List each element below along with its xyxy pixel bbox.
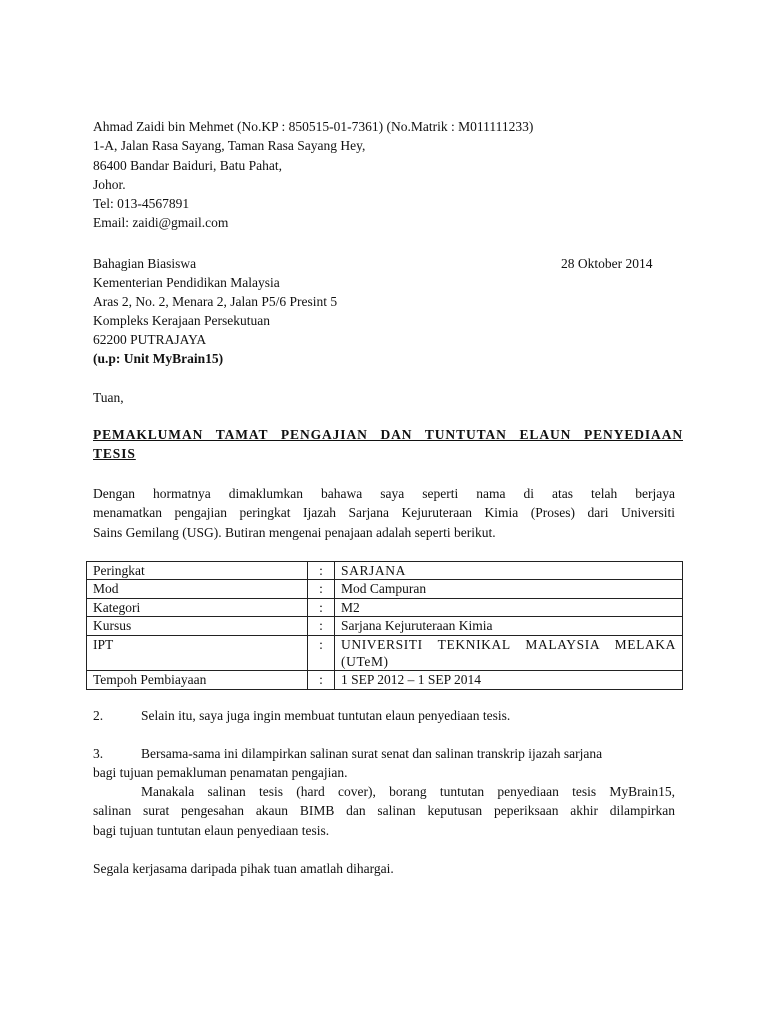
para3-line-4: salinan surat pengesahan akaun BIMB dan salinan keputusan peperiksaan akhir dilampirkan — [93, 803, 675, 819]
para3-line-1: Bersama-sama ini dilampirkan salinan surat senat dan salinan transkrip ijazah sarjana — [141, 746, 603, 761]
intro-line-3: Sains Gemilang (USG). Butiran mengenai penajaan adalah seperti berikut. — [93, 524, 496, 540]
row-label: Tempoh Pembiayaan — [87, 671, 308, 689]
recipient-line-5: 62200 PUTRAJAYA — [93, 332, 207, 347]
row-label: Kategori — [87, 598, 308, 616]
recipient-line-4: Kompleks Kerajaan Persekutuan — [93, 313, 270, 328]
row-value: M2 — [335, 598, 683, 616]
para2-number: 2. — [93, 708, 104, 723]
table-row — [87, 671, 683, 689]
closing-line: Segala kerjasama daripada pihak tuan amatlah dihargai. — [93, 861, 394, 876]
sender-name: Ahmad Zaidi bin Mehmet (No.KP : 850515-01-7361) (No.Matrik : M011111233) — [93, 119, 534, 134]
row-separator: : — [308, 671, 335, 689]
row-value-line-2: (UTeM) — [341, 654, 389, 670]
subject-line-1: PEMAKLUMAN TAMAT PENGAJIAN DAN TUNTUTAN ELAUN PENYEDIAAN — [93, 427, 683, 442]
row-value: SARJANA — [335, 562, 683, 580]
para3-line-5: bagi tujuan tuntutan elaun penyediaan tesis. — [93, 822, 330, 838]
recipient-line-2: Kementerian Pendidikan Malaysia — [93, 275, 280, 290]
sponsorship-table — [86, 561, 683, 690]
row-separator: : — [308, 617, 335, 635]
para3-line-2: bagi tujuan pemakluman penamatan pengajian. — [93, 765, 348, 780]
letter-date: 28 Oktober 2014 — [561, 256, 653, 271]
para3-line-3: Manakala salinan tesis (hard cover), borang tuntutan penyediaan tesis MyBrain15, — [141, 784, 675, 799]
para2-text: Selain itu, saya juga ingin membuat tuntutan elaun penyediaan tesis. — [141, 708, 511, 723]
sender-tel: Tel: 013-4567891 — [93, 196, 190, 211]
row-label: Kursus — [87, 617, 308, 635]
table-row — [87, 635, 683, 671]
row-separator: : — [308, 635, 335, 671]
letter-subject — [93, 425, 683, 464]
row-value: Sarjana Kejuruteraan Kimia — [335, 617, 683, 635]
row-label: Peringkat — [87, 562, 308, 580]
sender-address-3: Johor. — [93, 177, 126, 192]
table-row — [87, 562, 683, 580]
sender-address-1: 1-A, Jalan Rasa Sayang, Taman Rasa Sayang Hey, — [93, 138, 366, 153]
para3-number: 3. — [93, 746, 104, 761]
intro-paragraph — [93, 484, 675, 542]
sender-email: Email: zaidi@gmail.com — [93, 215, 229, 230]
row-separator: : — [308, 562, 335, 580]
table-row — [87, 598, 683, 616]
subject-line-2: TESIS — [93, 446, 136, 462]
row-value: Mod Campuran — [335, 580, 683, 598]
row-label: IPT — [87, 635, 308, 671]
row-label: Mod — [87, 580, 308, 598]
recipient-line-3: Aras 2, No. 2, Menara 2, Jalan P5/6 Presint 5 — [93, 294, 338, 309]
table-row — [87, 617, 683, 635]
table-row — [87, 580, 683, 598]
row-value: 1 SEP 2012 – 1 SEP 2014 — [335, 671, 683, 689]
salutation: Tuan, — [93, 390, 124, 405]
recipient-line-1: Bahagian Biasiswa — [93, 256, 197, 271]
row-value-line-1: UNIVERSITI TEKNIKAL MALAYSIA MELAKA — [341, 636, 676, 652]
sender-address-2: 86400 Bandar Baiduri, Batu Pahat, — [93, 158, 282, 173]
row-value — [335, 635, 683, 671]
intro-line-2: menamatkan pengajian peringkat Ijazah Sarjana Kejuruteraan Kimia (Proses) dari Universiti — [93, 505, 675, 521]
row-separator: : — [308, 580, 335, 598]
intro-line-1: Dengan hormatnya dimaklumkan bahawa saya seperti nama di atas telah berjaya — [93, 486, 675, 501]
row-separator: : — [308, 598, 335, 616]
recipient-attention: (u.p: Unit MyBrain15) — [93, 351, 224, 366]
para3-continuation — [93, 782, 675, 840]
